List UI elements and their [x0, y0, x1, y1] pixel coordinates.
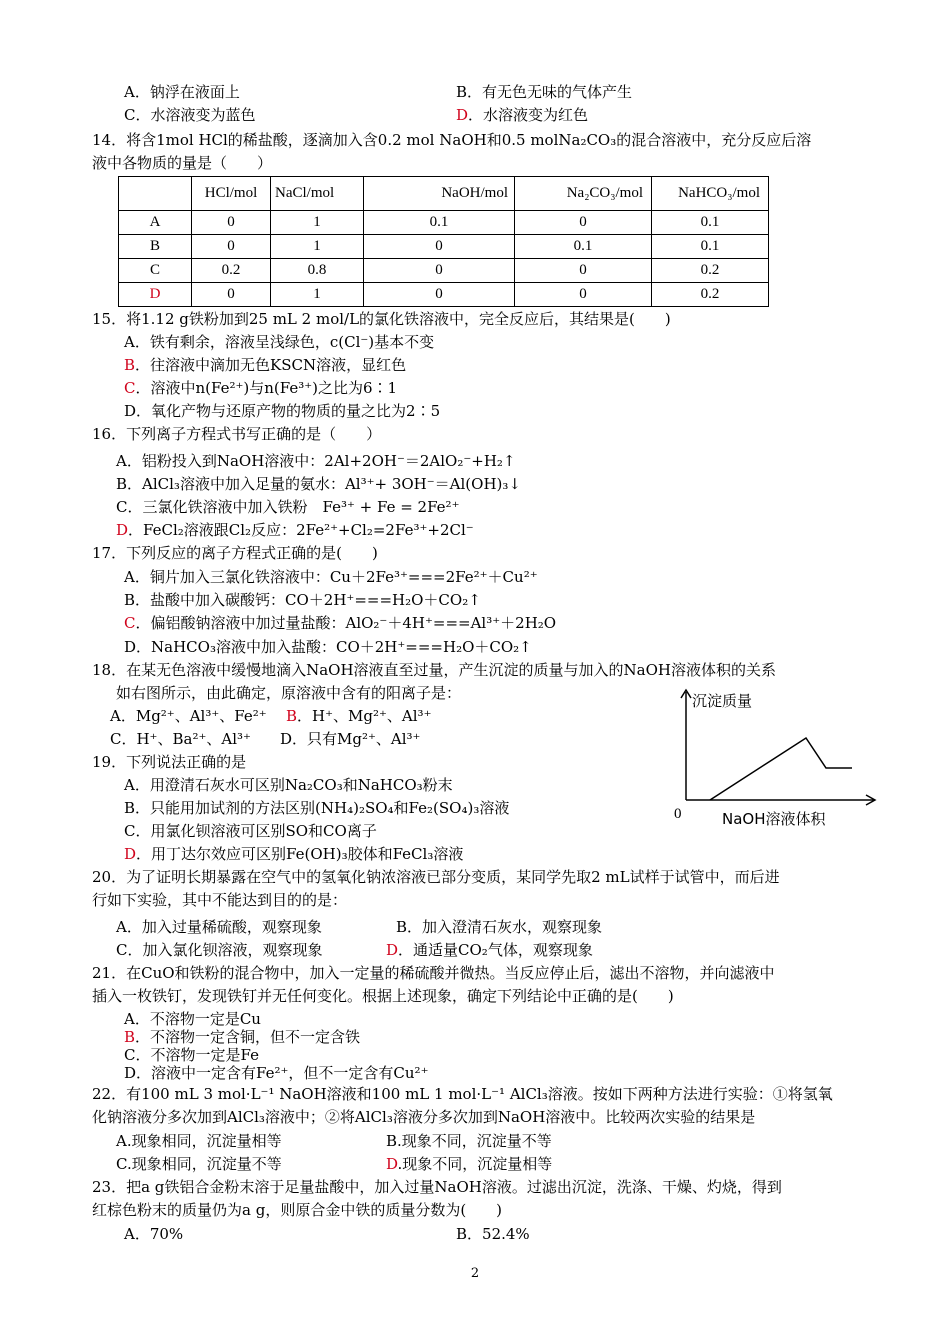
table-cell: A	[119, 211, 192, 235]
precipitate-curve	[710, 738, 852, 800]
table-cell: 1	[271, 211, 364, 235]
q15-option-d: D．氧化产物与还原产物的物质的量之比为2∶5	[124, 402, 441, 420]
q23-stem-line2: 红棕色粉末的质量仍为a g，则原合金中铁的质量分数为( )	[92, 1201, 503, 1219]
option-text: .现象不同，沉淀量相等	[397, 1155, 553, 1173]
answer-letter: D	[124, 845, 137, 863]
option-text: ．H⁺、Mg²⁺、Al³⁺	[297, 707, 432, 725]
q14-stem-line1: 14．将含1mol HCl的稀盐酸，逐滴加入含0.2 mol NaOH和0.5 molNa₂CO₃的混合溶液中，充分反应后溶	[92, 131, 812, 149]
q20-option-a: A．加入过量稀硫酸，观察现象	[116, 918, 322, 936]
option-text: ．水溶液变为红色	[468, 106, 589, 124]
q16-option-a: A．铝粉投入到NaOH溶液中：2Al+2OH⁻＝2AlO₂⁻+H₂↑	[116, 452, 516, 470]
q23-option-a: A．70%	[124, 1225, 184, 1243]
table-cell: 1	[271, 283, 364, 307]
q18-precipitate-graph	[672, 684, 884, 834]
answer-letter: B	[286, 707, 298, 725]
q22-option-d	[386, 1154, 552, 1174]
table-cell: 0	[364, 235, 515, 259]
answer-letter: B	[124, 356, 136, 374]
origin-label: 0	[674, 806, 682, 822]
option-text: ．用丁达尔效应可区别Fe(OH)₃胶体和FeCl₃溶液	[136, 845, 464, 863]
option-text: ．不溶物一定含铜，但不一定含铁	[135, 1028, 361, 1046]
table-header-cell: NaCl/mol	[271, 177, 364, 211]
option-text: ．往溶液中滴加无色KSCN溶液，显红色	[135, 356, 407, 374]
table-cell: 0.2	[192, 259, 271, 283]
q17-option-c	[124, 613, 556, 633]
table-cell: 0	[515, 259, 652, 283]
q20-stem-line1: 20．为了证明长期暴露在空气中的氢氧化钠浓溶液已部分变质，某同学先取2 mL试样于试管中，而后进	[92, 868, 780, 886]
q21-option-a: A．不溶物一定是Cu	[124, 1010, 261, 1028]
q21-option-b	[124, 1028, 360, 1046]
table-cell: 0	[192, 235, 271, 259]
table-header-cell: NaOH/mol	[364, 177, 515, 211]
q17-option-b: B．盐酸中加入碳酸钙：CO＋2H⁺===H₂O＋CO₂↑	[124, 591, 481, 609]
q17-option-a: A．铜片加入三氯化铁溶液中：Cu＋2Fe³⁺===2Fe²⁺＋Cu²⁺	[124, 568, 538, 586]
answer-letter: D	[386, 1155, 398, 1173]
q15-stem: 15．将1.12 g铁粉加到25 mL 2 mol/L的氯化铁溶液中，完全反应后，其结果是( )	[92, 310, 671, 328]
table-cell: 0	[364, 283, 515, 307]
q21-stem-line2: 插入一枚铁钉，发现铁钉并无任何变化。根据上述现象，确定下列结论中正确的是( )	[92, 987, 674, 1005]
q22-option-b: B.现象不同，沉淀量不等	[386, 1132, 552, 1150]
q20-option-d	[386, 940, 593, 960]
table-cell: 1	[271, 235, 364, 259]
q20-option-c: C．加入氯化钡溶液，观察现象	[116, 941, 323, 959]
q20-stem-line2: 行如下实验，其中不能达到目的的是：	[92, 891, 348, 909]
table-row	[119, 235, 769, 259]
table-cell: 0.1	[515, 235, 652, 259]
table-cell: 0.2	[652, 259, 769, 283]
q18-option-c: C．H⁺、Ba²⁺、Al³⁺	[110, 730, 251, 748]
q15-option-c	[124, 378, 397, 398]
q13-option-d	[456, 105, 588, 125]
q22-option-c: C.现象相同，沉淀量不等	[116, 1155, 282, 1173]
answer-letter: C	[124, 614, 136, 632]
q16-option-d	[116, 520, 474, 540]
y-axis-label: 沉淀质量	[692, 692, 753, 710]
option-text: ．溶液中n(Fe²⁺)与n(Fe³⁺)之比为6∶1	[135, 379, 398, 397]
q19-stem: 19．下列说法正确的是	[92, 753, 247, 771]
table-header-cell	[119, 177, 192, 211]
q22-stem-line1: 22．有100 mL 3 mol·L⁻¹ NaOH溶液和100 mL 1 mol·L⁻¹ AlCl₃溶液。按如下两种方法进行实验：①将氢氧	[92, 1085, 833, 1103]
q21-option-c: C．不溶物一定是Fe	[124, 1046, 259, 1064]
table-cell: 0	[515, 211, 652, 235]
table-cell: 0	[364, 259, 515, 283]
table-cell: 0	[192, 283, 271, 307]
answer-letter: B	[124, 1028, 136, 1046]
option-text: ．偏铝酸钠溶液中加过量盐酸：AlO₂⁻＋4H⁺===Al³⁺＋2H₂O	[135, 614, 557, 632]
table-cell: 0	[515, 283, 652, 307]
q16-option-c: C．三氯化铁溶液中加入铁粉 Fe³⁺ + Fe = 2Fe²⁺	[116, 498, 460, 516]
table-cell: 0.1	[364, 211, 515, 235]
q23-stem-line1: 23．把a g铁铝合金粉末溶于足量盐酸中，加入过量NaOH溶液。过滤出沉淀，洗涤、干燥、灼烧，得到	[92, 1178, 782, 1196]
table-cell: 0.2	[652, 283, 769, 307]
table-row	[119, 211, 769, 235]
q20-option-b: B．加入澄清石灰水，观察现象	[396, 918, 603, 936]
q18-stem-line2: 如右图所示，由此确定，原溶液中含有的阳离子是：	[116, 684, 462, 702]
option-text: ．通适量CO₂气体，观察现象	[398, 941, 593, 959]
table-cell: C	[119, 259, 192, 283]
q18-stem-line1: 18．在某无色溶液中缓慢地滴入NaOH溶液直至过量，产生沉淀的质量与加入的NaOH溶液体积的关系	[92, 661, 776, 679]
q18-option-b	[286, 706, 431, 726]
q13-option-a: A．钠浮在液面上	[124, 83, 240, 101]
table-cell: B	[119, 235, 192, 259]
table-row	[119, 259, 769, 283]
q21-option-d: D．溶液中一定含有Fe²⁺，但不一定含有Cu²⁺	[124, 1064, 429, 1082]
q18-option-a: A．Mg²⁺、Al³⁺、Fe²⁺	[110, 707, 267, 725]
q17-stem: 17．下列反应的离子方程式正确的是( )	[92, 544, 378, 562]
q22-stem-line2: 化钠溶液分多次加到AlCl₃溶液中；②将AlCl₃溶液分多次加到NaOH溶液中。比较两次实验的结果是	[92, 1108, 756, 1126]
table-cell: 0.8	[271, 259, 364, 283]
table-cell-answer: D	[119, 283, 192, 307]
table-header-cell: NaHCO₃/mol	[652, 177, 769, 211]
table-header-cell: Na₂CO₃/mol	[515, 177, 652, 211]
option-text: ．FeCl₂溶液跟Cl₂反应：2Fe²⁺+Cl₂=2Fe³⁺+2Cl⁻	[128, 521, 474, 539]
table-header-row	[119, 177, 769, 211]
q22-option-a: A.现象相同，沉淀量相等	[116, 1132, 282, 1150]
q21-stem-line1: 21．在CuO和铁粉的混合物中，加入一定量的稀硫酸并微热。当反应停止后，滤出不溶物，并向滤液中	[92, 964, 775, 982]
q19-option-c: C．用氯化钡溶液可区别SO和CO离子	[124, 822, 377, 840]
page-number: 2	[470, 1266, 480, 1281]
q15-option-b	[124, 355, 406, 375]
answer-letter: D	[116, 521, 129, 539]
q23-option-b: B．52.4%	[456, 1225, 530, 1243]
q17-option-d: D．NaHCO₃溶液中加入盐酸：CO＋2H⁺===H₂O＋CO₂↑	[124, 638, 532, 656]
table-cell: 0.1	[652, 235, 769, 259]
x-axis-label: NaOH溶液体积	[722, 810, 826, 828]
answer-letter: D	[386, 941, 399, 959]
q13-option-c: C．水溶液变为蓝色	[124, 106, 256, 124]
q14-answer-table	[118, 176, 769, 307]
q19-option-b: B．只能用加试剂的方法区别(NH₄)₂SO₄和Fe₂(SO₄)₃溶液	[124, 799, 510, 817]
q16-option-b: B．AlCl₃溶液中加入足量的氨水：Al³⁺+ 3OH⁻＝Al(OH)₃↓	[116, 475, 521, 493]
table-header-cell: HCl/mol	[192, 177, 271, 211]
q18-option-d: D．只有Mg²⁺、Al³⁺	[280, 730, 421, 748]
table-cell: 0.1	[652, 211, 769, 235]
table-row	[119, 283, 769, 307]
q19-option-a: A．用澄清石灰水可区别Na₂CO₃和NaHCO₃粉末	[124, 776, 453, 794]
answer-letter: D	[456, 106, 469, 124]
answer-letter: C	[124, 379, 136, 397]
q19-option-d	[124, 844, 463, 864]
q13-option-b: B．有无色无味的气体产生	[456, 83, 633, 101]
q16-stem: 16．下列离子方程式书写正确的是（ ）	[92, 425, 382, 443]
table-cell: 0	[192, 211, 271, 235]
q15-option-a: A．铁有剩余，溶液呈浅绿色，c(Cl⁻)基本不变	[124, 333, 435, 351]
q14-stem-line2: 液中各物质的量是（ ）	[92, 154, 273, 172]
